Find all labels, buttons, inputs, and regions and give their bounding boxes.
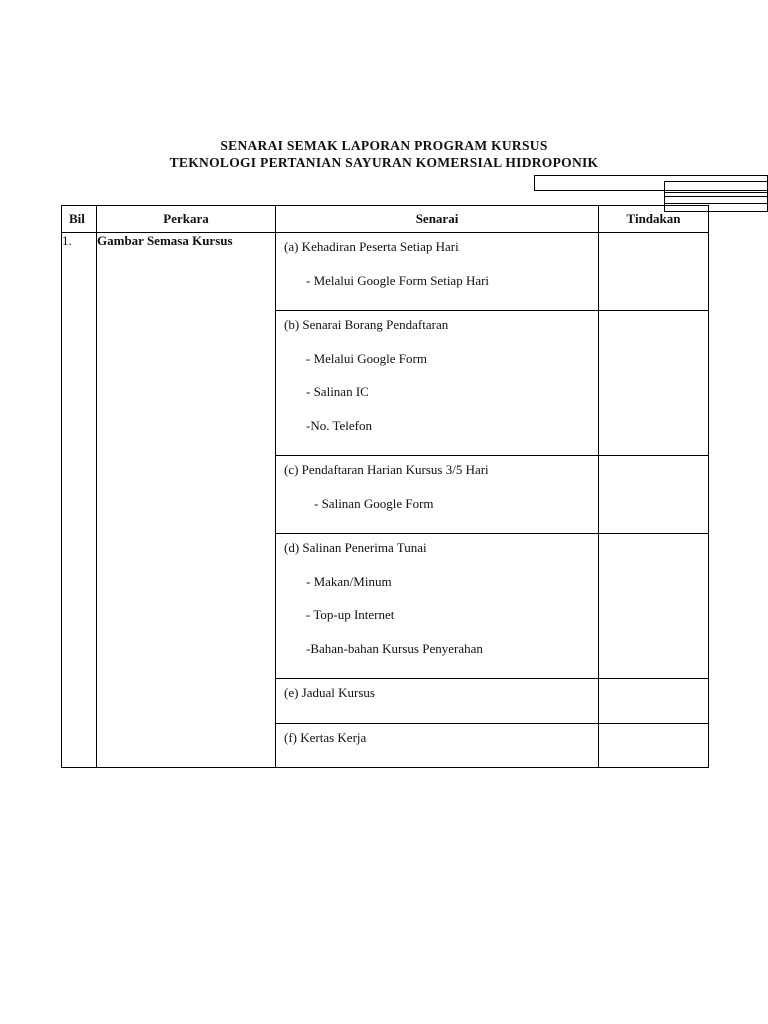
checklist-table: [61, 205, 709, 768]
header-senarai: Senarai: [276, 206, 599, 233]
senarai-group-f: [276, 724, 598, 768]
senarai-subitem: - Salinan IC: [306, 384, 369, 399]
senarai-item: (c) Pendaftaran Harian Kursus 3/5 Hari: [284, 462, 489, 477]
senarai-cell: [276, 233, 599, 768]
header-perkara: Perkara: [97, 206, 276, 233]
senarai-group-a: [276, 233, 598, 311]
header-bil: Bil: [62, 206, 97, 233]
tindakan-box-f: [599, 724, 708, 768]
senarai-group-c: [276, 456, 598, 534]
senarai-item: (d) Salinan Penerima Tunai: [284, 540, 427, 555]
header-tindakan: Tindakan: [599, 206, 709, 233]
senarai-subitem: - Salinan Google Form: [314, 495, 434, 511]
senarai-subitem: - Makan/Minum: [306, 573, 392, 589]
senarai-group-d: [276, 534, 598, 679]
senarai-subitem: - Top-up Internet: [306, 607, 395, 622]
senarai-item: (b) Senarai Borang Pendaftaran: [284, 317, 449, 332]
row-perkara: Gambar Semasa Kursus: [97, 233, 276, 768]
senarai-subitem: - Melalui Google Form Setiap Hari: [306, 272, 490, 288]
tindakan-cell: [599, 233, 709, 768]
senarai-item: (e) Jadual Kursus: [284, 685, 375, 700]
senarai-item: (f) Kertas Kerja: [284, 729, 367, 745]
senarai-item: (a) Kehadiran Peserta Setiap Hari: [284, 239, 459, 254]
document-title-line-2: TEKNOLOGI PERTANIAN SAYURAN KOMERSIAL HIDROPONIK: [169, 155, 599, 170]
row-number: 1.: [62, 233, 97, 768]
senarai-subitem: - Melalui Google Form: [306, 350, 427, 366]
table-row: [62, 233, 709, 768]
tindakan-box-b: [599, 311, 708, 456]
senarai-subitem: -Bahan-bahan Kursus Penyerahan: [306, 640, 483, 656]
senarai-subitem: -No. Telefon: [306, 417, 372, 433]
table-header-row: [62, 206, 709, 233]
tindakan-box-c: [599, 456, 708, 534]
tindakan-box-a: [599, 233, 708, 311]
tindakan-box-d: [599, 534, 708, 679]
tindakan-box-e: [599, 679, 708, 724]
senarai-group-b: [276, 311, 598, 456]
senarai-group-e: [276, 679, 598, 724]
document-title-line-1: SENARAI SEMAK LAPORAN PROGRAM KURSUS: [220, 138, 548, 153]
